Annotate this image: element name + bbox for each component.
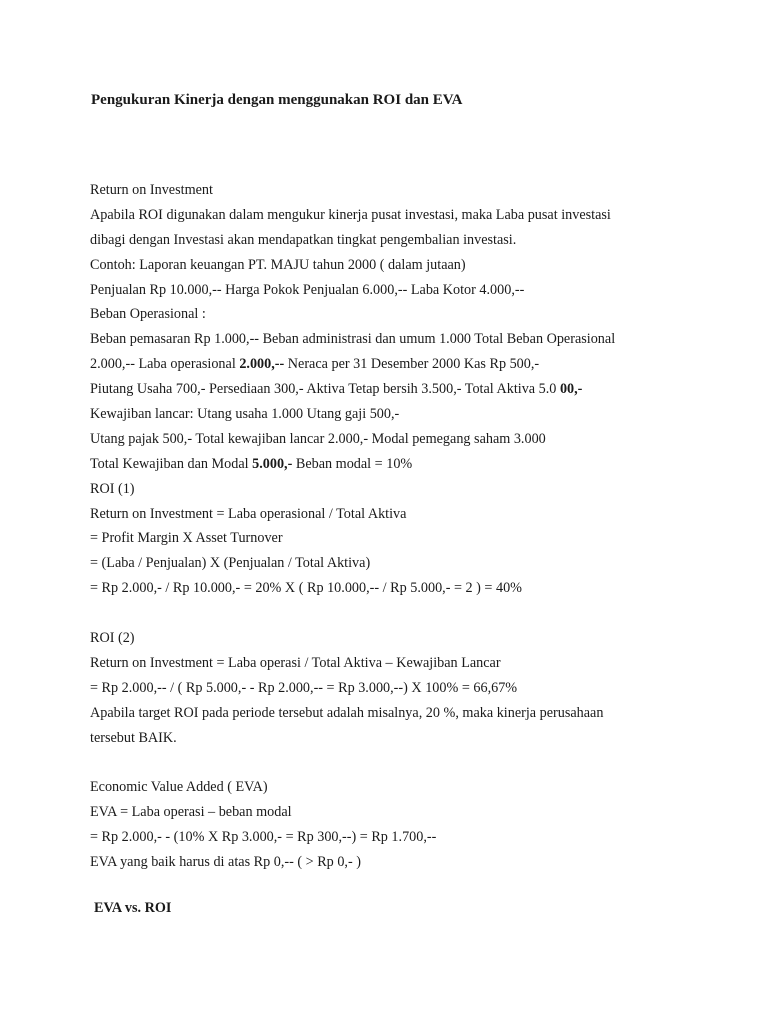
blank-line: [90, 750, 690, 775]
roi-1-heading: ROI (1): [90, 480, 135, 497]
total-assets-fragment: 00,-: [559, 381, 583, 398]
roi-2-conclusion-2: tersebut BAIK.: [90, 729, 177, 746]
opex-heading: Beban Operasional :: [90, 306, 206, 323]
assets-line: [90, 377, 690, 402]
opex-line-2-text-a: 2.000,-- Laba operasional: [90, 356, 240, 373]
eva-note: EVA yang baik harus di atas Rp 0,-- ( > Rp 0,- ): [90, 854, 361, 871]
document-body: [90, 178, 690, 875]
roi-1-formula-3: = (Laba / Penjualan) X (Penjualan / Total Aktiva): [90, 555, 371, 572]
eva-formula-1: EVA = Laba operasi – beban modal: [90, 804, 292, 821]
liabilities-line-1: Kewajiban lancar: Utang usaha 1.000 Utang gaji 500,-: [90, 406, 400, 423]
opex-line-1: Beban pemasaran Rp 1.000,-- Beban administrasi dan umum 1.000 Total Beban Operasional: [90, 331, 616, 348]
roi-intro-line-1: Apabila ROI digunakan dalam mengukur kinerja pusat investasi, maka Laba pusat investasi: [90, 206, 611, 223]
roi-intro-line-2: dibagi dengan Investasi akan mendapatkan tingkat pengembalian investasi.: [90, 231, 517, 248]
roi-2-formula-1: Return on Investment = Laba operasi / Total Aktiva – Kewajiban Lancar: [90, 654, 501, 671]
roi-2-heading: ROI (2): [90, 630, 135, 647]
total-liabilities-equity-line: [90, 452, 690, 477]
eva-vs-roi-heading: EVA vs. ROI: [94, 900, 172, 916]
liabilities-line-2: Utang pajak 500,- Total kewajiban lancar 2.000,- Modal pemegang saham 3.000: [90, 430, 546, 447]
eva-formula-2: = Rp 2.000,- - (10% X Rp 3.000,- = Rp 300,--) = Rp 1.700,--: [90, 829, 437, 846]
eva-section-heading: Economic Value Added ( EVA): [90, 779, 268, 796]
blank-line: [90, 601, 690, 626]
operating-profit-value: 2.000,--: [239, 356, 285, 373]
page-title: Pengukuran Kinerja dengan menggunakan ROI dan EVA: [91, 92, 463, 108]
total-line-text-b: Beban modal = 10%: [292, 455, 413, 472]
sales-line: Penjualan Rp 10.000,-- Harga Pokok Penjualan 6.000,-- Laba Kotor 4.000,--: [90, 281, 525, 298]
roi-2-conclusion-1: Apabila target ROI pada periode tersebut adalah misalnya, 20 %, maka kinerja perusahaan: [90, 704, 604, 721]
example-line: Contoh: Laporan keuangan PT. MAJU tahun 2000 ( dalam jutaan): [90, 256, 466, 273]
roi-1-formula-1: Return on Investment = Laba operasional / Total Aktiva: [90, 505, 407, 522]
total-liabilities-equity-value: 5.000,-: [252, 455, 293, 472]
roi-1-formula-2: = Profit Margin X Asset Turnover: [90, 530, 283, 547]
opex-line-2: [90, 352, 690, 377]
roi-1-formula-4: = Rp 2.000,- / Rp 10.000,- = 20% X ( Rp 10.000,-- / Rp 5.000,- = 2 ) = 40%: [90, 580, 522, 597]
roi-2-formula-2: = Rp 2.000,-- / ( Rp 5.000,- - Rp 2.000,-- = Rp 3.000,--) X 100% = 66,67%: [90, 679, 518, 696]
total-line-text-a: Total Kewajiban dan Modal: [90, 455, 253, 472]
roi-section-heading: Return on Investment: [90, 182, 213, 198]
assets-line-text: Piutang Usaha 700,- Persediaan 300,- Aktiva Tetap bersih 3.500,- Total Aktiva 5.0: [90, 381, 560, 398]
opex-line-2-text-b: Neraca per 31 Desember 2000 Kas Rp 500,-: [284, 356, 540, 373]
